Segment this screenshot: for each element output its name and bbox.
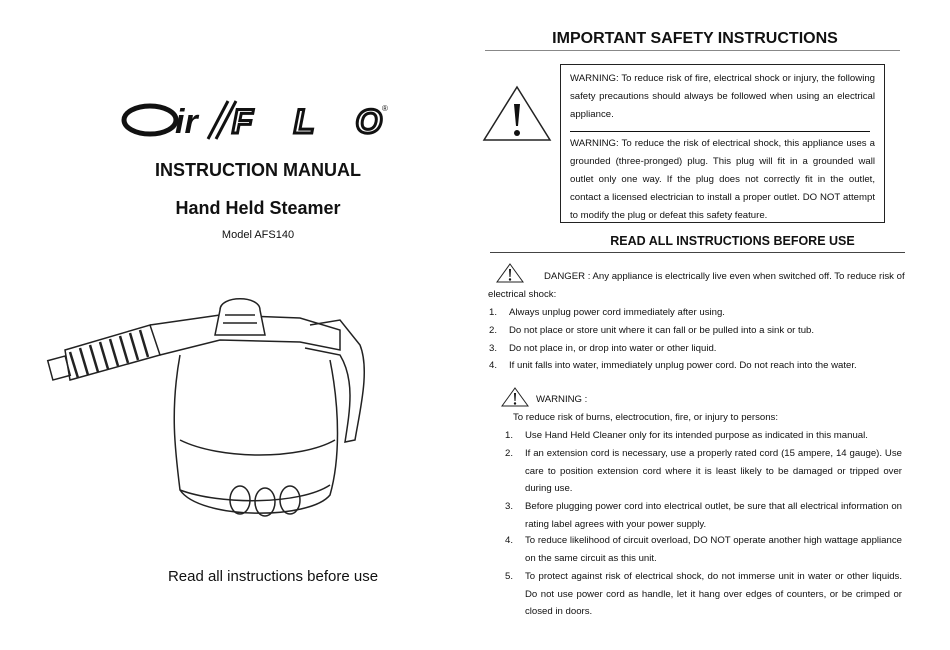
- list-item: To protect against risk of electrical shock, do not immerse unit in water or other liquids. Do not use power cord as handle, let it hang over edges of counters, or be crimped or closed in doors.: [525, 571, 902, 618]
- warning-box: [560, 64, 885, 223]
- danger-text: DANGER : Any appliance is electrically live even when switched off. To reduce risk of: [544, 271, 905, 282]
- danger-triangle-icon: [495, 262, 525, 284]
- warning-triangle-icon: [482, 84, 552, 142]
- model-number: Model AFS140: [221, 229, 295, 241]
- airflo-logo: [120, 95, 390, 145]
- list-number: 1.: [505, 430, 514, 441]
- warning-fire: WARNING: To reduce risk of fire, electrical shock or injury, the following safety precautions should always be followed when using an electrical appliance.: [570, 73, 875, 120]
- danger-text-cont: electrical shock:: [488, 289, 557, 300]
- product-name: Hand Held Steamer: [175, 198, 341, 218]
- list-number: 1.: [489, 307, 498, 318]
- steamer-illustration: [40, 290, 380, 550]
- list-item: If unit falls into water, immediately unplug power cord. Do not reach into the water.: [509, 360, 857, 371]
- list-number: 5.: [505, 571, 514, 582]
- safety-heading: IMPORTANT SAFETY INSTRUCTIONS: [552, 30, 838, 47]
- list-item: Do not place or store unit where it can fall or be pulled into a sink or tub.: [509, 325, 815, 336]
- list-number: 3.: [505, 501, 514, 512]
- warning-intro: To reduce risk of burns, electrocution, fire, or injury to persons:: [513, 412, 779, 423]
- list-item: If an extension cord is necessary, use a properly rated cord (15 ampere, 14 gauge). Use care to position extension cord where it is least likely to be damaged or tripped over during use.: [525, 448, 902, 495]
- footer-note: Read all instructions before use: [167, 568, 379, 585]
- list-item: Do not place in, or drop into water or other liquid.: [509, 343, 717, 354]
- list-number: 4.: [505, 535, 514, 546]
- svg-text:FLO: FLO: [232, 103, 382, 141]
- read-all-heading: READ ALL INSTRUCTIONS BEFORE USE: [610, 234, 855, 248]
- list-item: Use Hand Held Cleaner only for its intended purpose as indicated in this manual.: [525, 430, 868, 441]
- list-number: 3.: [489, 343, 498, 354]
- list-item: Before plugging power cord into electrical outlet, be sure that all electrical information on rating label agrees with your power supply.: [525, 501, 902, 530]
- list-item: Always unplug power cord immediately after using.: [509, 307, 725, 318]
- warning-separator: [570, 131, 870, 132]
- warning-label: WARNING :: [536, 394, 588, 405]
- list-number: 2.: [489, 325, 498, 336]
- manual-title: INSTRUCTION MANUAL: [155, 160, 361, 180]
- list-number: 4.: [489, 360, 498, 371]
- svg-text:®: ®: [382, 104, 388, 113]
- divider: [490, 252, 905, 253]
- list-item: To reduce likelihood of circuit overload, DO NOT operate another high wattage appliance on the same circuit as this unit.: [525, 535, 902, 564]
- warning-grounded-plug: WARNING: To reduce the risk of electrical shock, this appliance uses a grounded (three-pronged) plug. This plug will fit in a grounded wall outlet only one way. If the plug does not correctly fit in the outlet, contact a licensed electrician to install a proper outlet. DO NOT attempt to modify the plug or defeat this safety feature.: [570, 138, 875, 221]
- svg-text:ir: ir: [175, 103, 198, 141]
- divider: [485, 50, 900, 51]
- list-number: 2.: [505, 448, 514, 459]
- warning-small-triangle-icon: [500, 386, 530, 408]
